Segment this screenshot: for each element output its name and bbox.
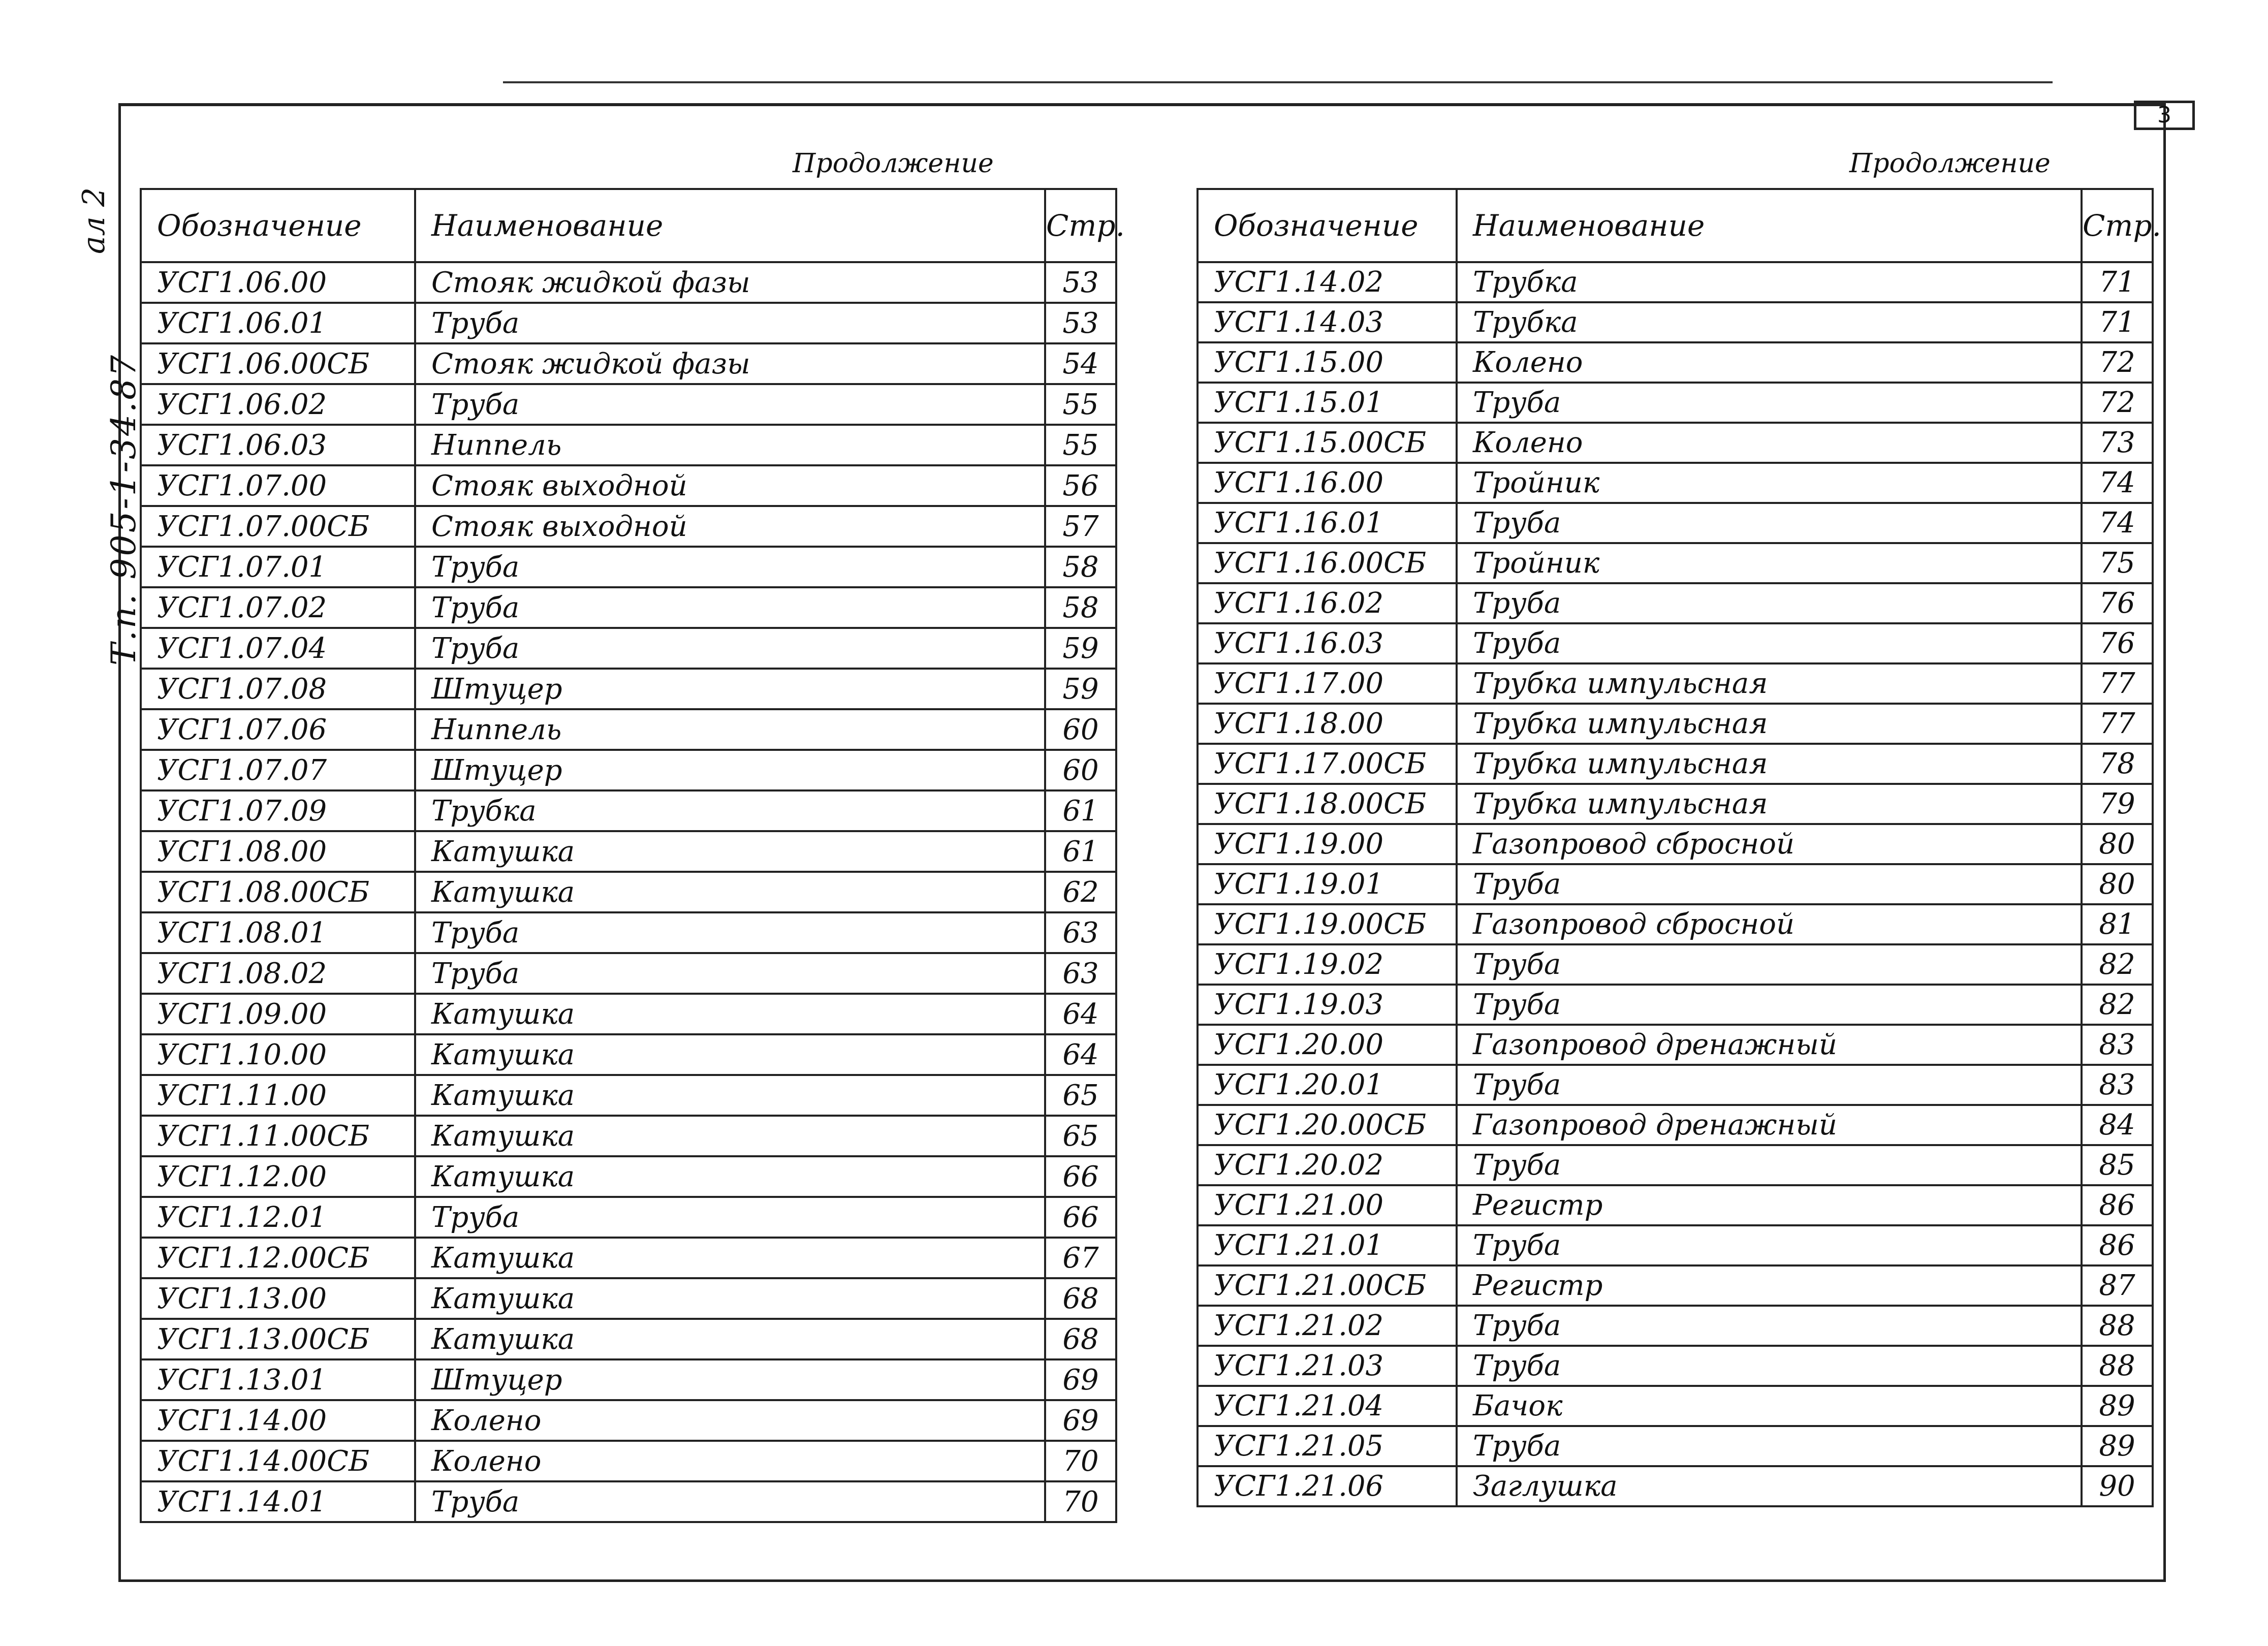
cell-code: УСГ1.14.01 [141, 1481, 415, 1522]
cell-name: Штуцер [415, 750, 1045, 790]
cell-code: УСГ1.19.01 [1198, 864, 1457, 904]
table-row [1198, 1306, 2153, 1346]
table-row [141, 303, 1116, 343]
cell-page: 58 [1045, 587, 1116, 628]
header-name: Наименование [1457, 189, 2082, 262]
cell-code: УСГ1.20.01 [1198, 1065, 1457, 1105]
side-note: ал 2 [76, 187, 112, 254]
cell-page: 86 [2082, 1185, 2153, 1225]
cell-code: УСГ1.21.03 [1198, 1346, 1457, 1386]
cell-code: УСГ1.06.03 [141, 425, 415, 465]
cell-name: Труба [1457, 1065, 2082, 1105]
cell-name: Трубка импульсная [1457, 704, 2082, 744]
table-row [141, 750, 1116, 790]
cell-code: УСГ1.13.00 [141, 1278, 415, 1319]
cell-page: 74 [2082, 503, 2153, 543]
cell-code: УСГ1.07.02 [141, 587, 415, 628]
cell-code: УСГ1.17.00СБ [1198, 744, 1457, 784]
cell-page: 71 [2082, 262, 2153, 302]
cell-name: Труба [1457, 1225, 2082, 1265]
cell-name: Труба [1457, 503, 2082, 543]
cell-page: 85 [2082, 1145, 2153, 1185]
cell-page: 88 [2082, 1346, 2153, 1386]
table-row [141, 425, 1116, 465]
cell-name: Штуцер [415, 1359, 1045, 1400]
table-row [141, 1034, 1116, 1075]
cell-code: УСГ1.07.04 [141, 628, 415, 669]
table-row [141, 262, 1116, 303]
top-rule [503, 81, 2053, 83]
cell-name: Труба [415, 628, 1045, 669]
table-row [1198, 1225, 2153, 1265]
cell-code: УСГ1.16.02 [1198, 583, 1457, 623]
header-code: Обозначение [141, 189, 415, 262]
cell-page: 76 [2082, 583, 2153, 623]
cell-name: Стояк жидкой фазы [415, 343, 1045, 384]
cell-page: 53 [1045, 303, 1116, 343]
cell-name: Газопровод дренажный [1457, 1105, 2082, 1145]
table-row [141, 669, 1116, 709]
cell-page: 72 [2082, 342, 2153, 383]
cell-name: Труба [415, 384, 1045, 425]
cell-page: 60 [1045, 750, 1116, 790]
cell-name: Тройник [1457, 463, 2082, 503]
cell-name: Трубка [1457, 262, 2082, 302]
cell-name: Тройник [1457, 543, 2082, 583]
cell-name: Труба [1457, 1306, 2082, 1346]
cell-page: 72 [2082, 383, 2153, 423]
table-row [141, 953, 1116, 994]
table-row [1198, 463, 2153, 503]
table-row [1198, 342, 2153, 383]
cell-page: 90 [2082, 1466, 2153, 1506]
cell-name: Бачок [1457, 1386, 2082, 1426]
cell-code: УСГ1.21.06 [1198, 1466, 1457, 1506]
table-row [141, 628, 1116, 669]
cell-code: УСГ1.21.00 [1198, 1185, 1457, 1225]
cell-code: УСГ1.11.00 [141, 1075, 415, 1116]
cell-name: Катушка [415, 1034, 1045, 1075]
cell-page: 65 [1045, 1075, 1116, 1116]
cell-code: УСГ1.20.02 [1198, 1145, 1457, 1185]
cell-name: Трубка [415, 790, 1045, 831]
cell-name: Заглушка [1457, 1466, 2082, 1506]
cell-name: Трубка импульсная [1457, 784, 2082, 824]
cell-code: УСГ1.08.00 [141, 831, 415, 872]
cell-code: УСГ1.06.00 [141, 262, 415, 303]
cell-name: Труба [415, 1481, 1045, 1522]
cell-code: УСГ1.06.01 [141, 303, 415, 343]
cell-page: 87 [2082, 1265, 2153, 1306]
cell-name: Штуцер [415, 669, 1045, 709]
table-row [1198, 904, 2153, 944]
side-document-code: Т.п. 905-1-34.87 [104, 353, 143, 666]
cell-code: УСГ1.07.06 [141, 709, 415, 750]
cell-name: Катушка [415, 1075, 1045, 1116]
cell-name: Труба [415, 587, 1045, 628]
cell-code: УСГ1.08.01 [141, 912, 415, 953]
cell-page: 89 [2082, 1386, 2153, 1426]
cell-page: 56 [1045, 465, 1116, 506]
cell-code: УСГ1.07.09 [141, 790, 415, 831]
cell-page: 68 [1045, 1278, 1116, 1319]
cell-page: 83 [2082, 1065, 2153, 1105]
cell-page: 69 [1045, 1359, 1116, 1400]
table-row [1198, 543, 2153, 583]
table-row [141, 1319, 1116, 1359]
cell-code: УСГ1.10.00 [141, 1034, 415, 1075]
cell-code: УСГ1.07.00СБ [141, 506, 415, 547]
cell-name: Труба [1457, 1346, 2082, 1386]
cell-code: УСГ1.13.01 [141, 1359, 415, 1400]
cell-code: УСГ1.17.00 [1198, 663, 1457, 704]
table-row [1198, 503, 2153, 543]
table-row [141, 1156, 1116, 1197]
cell-page: 64 [1045, 994, 1116, 1034]
cell-page: 84 [2082, 1105, 2153, 1145]
cell-name: Труба [415, 953, 1045, 994]
cell-name: Ниппель [415, 709, 1045, 750]
cell-page: 64 [1045, 1034, 1116, 1075]
table-row [1198, 744, 2153, 784]
table-row [1198, 1346, 2153, 1386]
cell-code: УСГ1.06.00СБ [141, 343, 415, 384]
cell-code: УСГ1.19.00 [1198, 824, 1457, 864]
cell-code: УСГ1.12.00СБ [141, 1238, 415, 1278]
cell-code: УСГ1.11.00СБ [141, 1116, 415, 1156]
cell-code: УСГ1.21.00СБ [1198, 1265, 1457, 1306]
table-row [141, 872, 1116, 912]
table-row [1198, 262, 2153, 302]
cell-name: Стояк жидкой фазы [415, 262, 1045, 303]
cell-name: Газопровод сбросной [1457, 824, 2082, 864]
cell-name: Катушка [415, 994, 1045, 1034]
table-row [1198, 944, 2153, 985]
cell-name: Трубка импульсная [1457, 744, 2082, 784]
cell-page: 68 [1045, 1319, 1116, 1359]
cell-page: 61 [1045, 831, 1116, 872]
cell-page: 62 [1045, 872, 1116, 912]
table-row [1198, 864, 2153, 904]
cell-page: 66 [1045, 1197, 1116, 1238]
table-row [141, 343, 1116, 384]
table-row [141, 1238, 1116, 1278]
cell-code: УСГ1.21.02 [1198, 1306, 1457, 1346]
left-spec-table [140, 188, 1125, 1523]
table-row [141, 547, 1116, 587]
cell-name: Колено [415, 1400, 1045, 1441]
cell-name: Труба [1457, 583, 2082, 623]
cell-code: УСГ1.06.02 [141, 384, 415, 425]
cell-page: 82 [2082, 944, 2153, 985]
cell-name: Труба [415, 303, 1045, 343]
header-code: Обозначение [1198, 189, 1457, 262]
cell-page: 55 [1045, 425, 1116, 465]
cell-code: УСГ1.19.02 [1198, 944, 1457, 985]
cell-name: Трубка импульсная [1457, 663, 2082, 704]
table-row [1198, 1426, 2153, 1466]
table-header-row [1198, 189, 2153, 262]
cell-code: УСГ1.20.00 [1198, 1025, 1457, 1065]
table-row [1198, 663, 2153, 704]
table-row [141, 831, 1116, 872]
right-continuation-label: Продолжение [1849, 148, 2051, 179]
cell-page: 63 [1045, 912, 1116, 953]
table-row [141, 1481, 1116, 1522]
table-row [1198, 1105, 2153, 1145]
cell-code: УСГ1.15.00СБ [1198, 423, 1457, 463]
cell-page: 61 [1045, 790, 1116, 831]
cell-name: Труба [1457, 623, 2082, 663]
table-row [141, 994, 1116, 1034]
cell-name: Колено [1457, 342, 2082, 383]
cell-name: Газопровод сбросной [1457, 904, 2082, 944]
table-row [141, 506, 1116, 547]
table-row [1198, 1386, 2153, 1426]
table-row [1198, 784, 2153, 824]
table-row [141, 1075, 1116, 1116]
header-page: Стр. [2082, 189, 2153, 262]
table-row [141, 1400, 1116, 1441]
cell-name: Газопровод дренажный [1457, 1025, 2082, 1065]
table-row [1198, 583, 2153, 623]
table-row [1198, 1065, 2153, 1105]
cell-code: УСГ1.09.00 [141, 994, 415, 1034]
cell-page: 76 [2082, 623, 2153, 663]
cell-name: Трубка [1457, 302, 2082, 342]
table-row [141, 790, 1116, 831]
cell-code: УСГ1.08.02 [141, 953, 415, 994]
cell-name: Колено [1457, 423, 2082, 463]
cell-page: 65 [1045, 1116, 1116, 1156]
cell-code: УСГ1.14.03 [1198, 302, 1457, 342]
table-row [1198, 704, 2153, 744]
table-header-row [141, 189, 1116, 262]
cell-code: УСГ1.12.00 [141, 1156, 415, 1197]
cell-name: Стояк выходной [415, 465, 1045, 506]
cell-code: УСГ1.07.00 [141, 465, 415, 506]
cell-name: Катушка [415, 1116, 1045, 1156]
cell-code: УСГ1.08.00СБ [141, 872, 415, 912]
table-row [1198, 1025, 2153, 1065]
cell-name: Труба [415, 547, 1045, 587]
table-row [141, 912, 1116, 953]
cell-name: Труба [1457, 864, 2082, 904]
cell-page: 75 [2082, 543, 2153, 583]
cell-page: 80 [2082, 864, 2153, 904]
cell-page: 82 [2082, 985, 2153, 1025]
sheet-number: 3 [2134, 101, 2195, 130]
cell-code: УСГ1.21.01 [1198, 1225, 1457, 1265]
cell-code: УСГ1.12.01 [141, 1197, 415, 1238]
cell-page: 59 [1045, 669, 1116, 709]
cell-name: Регистр [1457, 1265, 2082, 1306]
table-row [1198, 423, 2153, 463]
cell-code: УСГ1.14.00 [141, 1400, 415, 1441]
cell-code: УСГ1.19.00СБ [1198, 904, 1457, 944]
cell-code: УСГ1.18.00СБ [1198, 784, 1457, 824]
table-row [141, 1278, 1116, 1319]
cell-name: Катушка [415, 1156, 1045, 1197]
cell-page: 83 [2082, 1025, 2153, 1065]
cell-page: 74 [2082, 463, 2153, 503]
cell-page: 67 [1045, 1238, 1116, 1278]
table-row [1198, 1466, 2153, 1506]
cell-code: УСГ1.16.00СБ [1198, 543, 1457, 583]
table-row [141, 709, 1116, 750]
cell-page: 77 [2082, 704, 2153, 744]
cell-name: Катушка [415, 872, 1045, 912]
table-row [1198, 623, 2153, 663]
cell-code: УСГ1.16.01 [1198, 503, 1457, 543]
cell-name: Труба [1457, 985, 2082, 1025]
cell-page: 58 [1045, 547, 1116, 587]
cell-page: 57 [1045, 506, 1116, 547]
cell-name: Труба [415, 912, 1045, 953]
cell-code: УСГ1.15.00 [1198, 342, 1457, 383]
table-row [1198, 824, 2153, 864]
cell-page: 89 [2082, 1426, 2153, 1466]
cell-name: Труба [1457, 1426, 2082, 1466]
cell-page: 78 [2082, 744, 2153, 784]
cell-page: 63 [1045, 953, 1116, 994]
cell-name: Ниппель [415, 425, 1045, 465]
cell-page: 71 [2082, 302, 2153, 342]
table-row [1198, 1185, 2153, 1225]
cell-page: 59 [1045, 628, 1116, 669]
cell-page: 55 [1045, 384, 1116, 425]
cell-page: 70 [1045, 1441, 1116, 1481]
cell-page: 86 [2082, 1225, 2153, 1265]
cell-name: Катушка [415, 831, 1045, 872]
cell-name: Регистр [1457, 1185, 2082, 1225]
cell-name: Труба [1457, 944, 2082, 985]
cell-page: 88 [2082, 1306, 2153, 1346]
cell-code: УСГ1.14.02 [1198, 262, 1457, 302]
cell-page: 53 [1045, 262, 1116, 303]
cell-code: УСГ1.15.01 [1198, 383, 1457, 423]
cell-code: УСГ1.07.08 [141, 669, 415, 709]
cell-code: УСГ1.07.01 [141, 547, 415, 587]
cell-page: 66 [1045, 1156, 1116, 1197]
cell-code: УСГ1.13.00СБ [141, 1319, 415, 1359]
cell-name: Стояк выходной [415, 506, 1045, 547]
cell-code: УСГ1.07.07 [141, 750, 415, 790]
table-row [141, 1441, 1116, 1481]
cell-name: Катушка [415, 1319, 1045, 1359]
cell-code: УСГ1.14.00СБ [141, 1441, 415, 1481]
cell-page: 69 [1045, 1400, 1116, 1441]
cell-name: Труба [1457, 1145, 2082, 1185]
table-row [1198, 985, 2153, 1025]
header-page: Стр. [1045, 189, 1116, 262]
cell-page: 77 [2082, 663, 2153, 704]
table-row [141, 1116, 1116, 1156]
left-continuation-label: Продолжение [793, 148, 994, 179]
cell-page: 80 [2082, 824, 2153, 864]
table-row [141, 1359, 1116, 1400]
right-spec-table [1196, 188, 2161, 1507]
cell-page: 79 [2082, 784, 2153, 824]
cell-name: Труба [415, 1197, 1045, 1238]
cell-code: УСГ1.21.05 [1198, 1426, 1457, 1466]
cell-name: Колено [415, 1441, 1045, 1481]
table-row [1198, 1265, 2153, 1306]
cell-code: УСГ1.18.00 [1198, 704, 1457, 744]
cell-code: УСГ1.19.03 [1198, 985, 1457, 1025]
cell-code: УСГ1.21.04 [1198, 1386, 1457, 1426]
table-row [1198, 1145, 2153, 1185]
cell-code: УСГ1.20.00СБ [1198, 1105, 1457, 1145]
cell-name: Катушка [415, 1238, 1045, 1278]
cell-page: 81 [2082, 904, 2153, 944]
table-row [141, 384, 1116, 425]
table-row [1198, 302, 2153, 342]
table-row [1198, 383, 2153, 423]
cell-name: Труба [1457, 383, 2082, 423]
cell-code: УСГ1.16.00 [1198, 463, 1457, 503]
cell-code: УСГ1.16.03 [1198, 623, 1457, 663]
cell-page: 73 [2082, 423, 2153, 463]
table-row [141, 587, 1116, 628]
table-row [141, 1197, 1116, 1238]
cell-page: 60 [1045, 709, 1116, 750]
cell-page: 70 [1045, 1481, 1116, 1522]
cell-name: Катушка [415, 1278, 1045, 1319]
header-name: Наименование [415, 189, 1045, 262]
table-row [141, 465, 1116, 506]
cell-page: 54 [1045, 343, 1116, 384]
